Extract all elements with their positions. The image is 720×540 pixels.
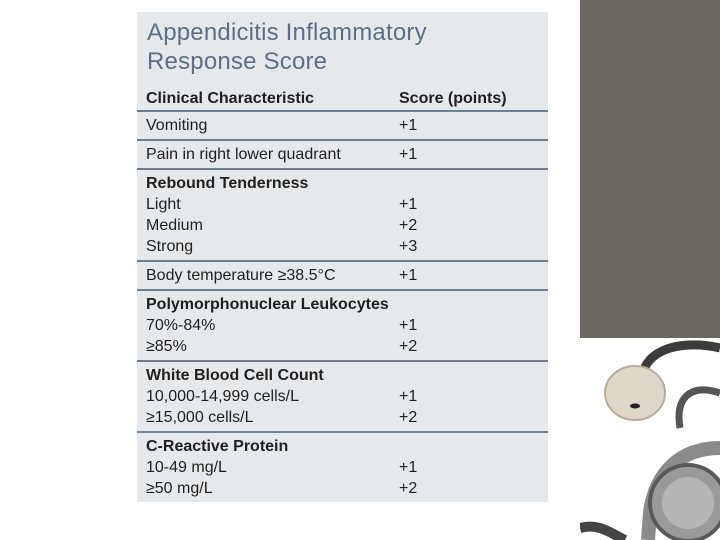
characteristic-cell (137, 140, 390, 169)
score-spacer (399, 173, 548, 194)
column-header-score: Score (points) (390, 88, 548, 111)
score-cell (390, 140, 548, 169)
score-value: +2 (399, 409, 418, 426)
table-row (137, 432, 548, 502)
group-heading: White Blood Cell Count (146, 367, 324, 384)
table-row (137, 261, 548, 290)
score-cell (390, 290, 548, 361)
group-heading: Polymorphonuclear Leukocytes (146, 296, 389, 313)
item-label: Pain in right lower quadrant (146, 146, 341, 163)
score-value: +2 (399, 480, 418, 497)
item-label: 10,000-14,999 cells/L (146, 388, 299, 405)
score-table (137, 88, 548, 502)
score-value: +1 (399, 317, 418, 334)
score-card (137, 12, 548, 502)
score-value: +1 (399, 117, 418, 134)
stethoscope-photo (580, 338, 720, 540)
group-heading: Rebound Tenderness (146, 175, 309, 192)
score-value: +1 (399, 267, 418, 284)
score-value: +2 (399, 217, 418, 234)
item-label: ≥85% (146, 338, 187, 355)
group-heading: C-Reactive Protein (146, 438, 289, 455)
table-header-row (137, 88, 548, 111)
score-value: +1 (399, 459, 418, 476)
item-label: ≥50 mg/L (146, 480, 213, 497)
characteristic-cell (137, 432, 390, 502)
characteristic-cell (137, 361, 390, 432)
table-row (137, 169, 548, 261)
score-value: +1 (399, 146, 418, 163)
characteristic-cell (137, 111, 390, 140)
table-row (137, 361, 548, 432)
table-row (137, 290, 548, 361)
item-label: Body temperature ≥38.5°C (146, 267, 336, 284)
item-label: 70%-84% (146, 317, 216, 334)
item-label: Strong (146, 238, 194, 255)
score-cell (390, 111, 548, 140)
characteristic-cell (137, 169, 390, 261)
score-spacer (399, 294, 548, 315)
score-cell (390, 261, 548, 290)
score-cell (390, 432, 548, 502)
item-label: Medium (146, 217, 203, 234)
table-row (137, 111, 548, 140)
score-value: +1 (399, 196, 418, 213)
characteristic-cell (137, 290, 390, 361)
item-label: Vomiting (146, 117, 208, 134)
score-value: +2 (399, 338, 418, 355)
item-label: ≥15,000 cells/L (146, 409, 254, 426)
score-cell (390, 169, 548, 261)
score-spacer (399, 436, 548, 457)
item-label: 10-49 mg/L (146, 459, 227, 476)
score-spacer (399, 365, 548, 386)
score-value: +3 (399, 238, 418, 255)
table-row (137, 140, 548, 169)
item-label: Light (146, 196, 181, 213)
characteristic-cell (137, 261, 390, 290)
score-cell (390, 361, 548, 432)
document-title: Appendicitis Inflammatory Response Score (147, 19, 427, 75)
side-panel (580, 0, 720, 338)
score-value: +1 (399, 388, 418, 405)
stethoscope-icon (580, 338, 720, 540)
column-header-characteristic: Clinical Characteristic (137, 88, 390, 111)
